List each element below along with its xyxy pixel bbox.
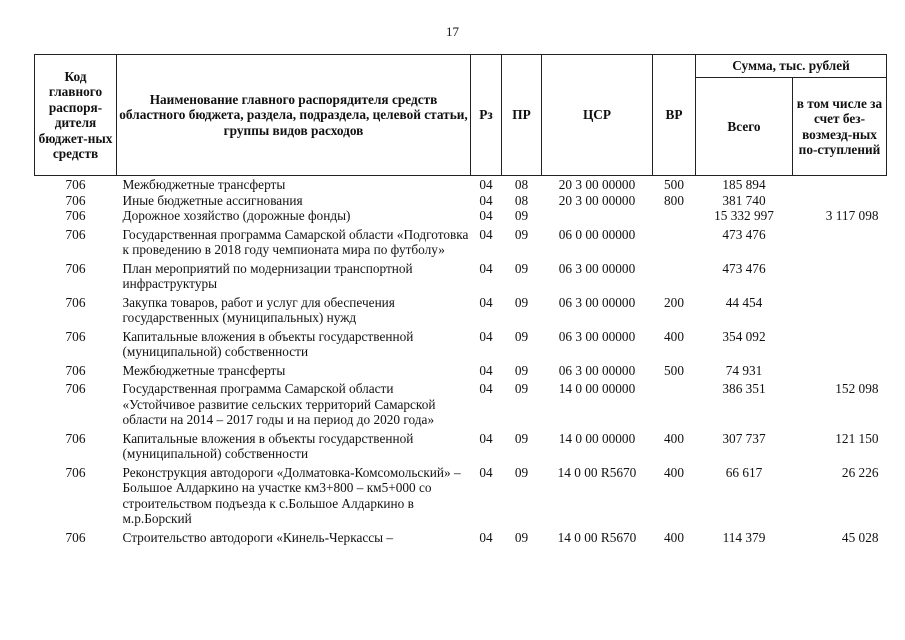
row-name: План мероприятий по модернизации транспортной инфраструктуры [122, 260, 413, 291]
row-name: Иные бюджетные ассигнования [122, 192, 303, 208]
table-row [35, 326, 887, 360]
header-total: Всего [696, 78, 793, 176]
header-csr: ЦСР [542, 55, 653, 176]
table-row [35, 292, 887, 326]
row-total: 15 332 997 [714, 208, 774, 223]
header-rz: Рз [471, 55, 502, 176]
row-name: Межбюджетные трансферты [122, 362, 286, 378]
row-csr: 06 3 00 00000 [558, 294, 636, 310]
row-csr: 14 0 00 R5670 [557, 464, 637, 480]
row-name: Государственная программа Самарской области «Устойчивое развитие сельских территорий Самарской области на 2014 – 2017 годы и на период до 2020 года» [122, 381, 436, 427]
row-incl [793, 176, 887, 193]
row-rz: 04 [479, 192, 493, 208]
row-total: 307 737 [722, 430, 766, 446]
table-row [35, 224, 887, 258]
row-code: 706 [65, 381, 86, 396]
row-total: 386 351 [722, 381, 766, 396]
row-rz: 04 [479, 260, 493, 276]
row-rz: 04 [479, 328, 493, 344]
row-vr: 400 [664, 430, 684, 446]
row-vr [653, 378, 696, 428]
row-csr: 20 3 00 00000 [558, 192, 636, 208]
row-pr: 09 [514, 226, 529, 242]
row-pr: 09 [514, 260, 529, 276]
row-csr: 14 0 00 00000 [558, 430, 636, 446]
row-total: 354 092 [722, 328, 766, 344]
row-csr: 06 3 00 00000 [558, 362, 636, 378]
header-code: Код главного распоря-дителя бюджет-ных средств [35, 55, 117, 176]
row-vr: 200 [664, 294, 684, 310]
row-incl [793, 258, 887, 292]
row-total: 185 894 [722, 177, 766, 192]
table-row [35, 428, 887, 462]
row-csr: 14 0 00 R5670 [557, 529, 637, 545]
table-row [35, 258, 887, 292]
row-code: 706 [65, 529, 86, 545]
row-code: 706 [65, 226, 86, 242]
header-sum: Сумма, тыс. рублей [696, 55, 887, 78]
row-total: 473 476 [722, 226, 766, 242]
row-total: 66 617 [725, 464, 763, 480]
row-pr: 08 [514, 177, 529, 192]
table-row [35, 193, 887, 209]
row-name: Дорожное хозяйство (дорожные фонды) [122, 208, 351, 223]
page-number: 17 [446, 24, 459, 39]
row-pr: 09 [514, 328, 529, 344]
row-incl: 152 098 [835, 381, 879, 396]
row-rz: 04 [479, 208, 493, 223]
row-pr: 09 [514, 430, 529, 446]
header-name: Наименование главного распорядителя средств областного бюджета, раздела, подраздела, целевой статьи, группы видов расходов [117, 55, 471, 176]
table-row [35, 208, 887, 224]
row-pr: 09 [514, 464, 529, 480]
row-csr [542, 208, 653, 224]
row-code: 706 [65, 362, 86, 378]
row-csr: 06 3 00 00000 [558, 260, 636, 276]
row-code: 706 [65, 464, 86, 480]
row-code: 706 [65, 294, 86, 310]
row-rz: 04 [479, 529, 493, 545]
row-vr [653, 224, 696, 258]
table-row [35, 378, 887, 428]
row-incl [793, 193, 887, 209]
row-code: 706 [65, 328, 86, 344]
row-code: 706 [65, 177, 86, 192]
row-pr: 09 [514, 208, 529, 223]
row-rz: 04 [479, 294, 493, 310]
row-rz: 04 [479, 226, 493, 242]
row-pr: 09 [514, 529, 529, 545]
row-vr [653, 258, 696, 292]
row-pr: 08 [514, 192, 529, 208]
row-code: 706 [65, 208, 86, 223]
row-total: 473 476 [722, 260, 766, 276]
header-vr: ВР [653, 55, 696, 176]
row-vr: 400 [664, 328, 684, 344]
row-incl: 26 226 [841, 464, 879, 480]
row-total: 381 740 [722, 192, 766, 208]
header-pr: ПР [502, 55, 542, 176]
row-incl [793, 326, 887, 360]
row-total: 74 931 [725, 362, 763, 378]
row-vr [653, 208, 696, 224]
table-body [35, 176, 887, 546]
table-row [35, 176, 887, 193]
row-name: Реконструкция автодороги «Долматовка-Комсомольский» – Большое Алдаркино на участке км3+800 – км5+000 со строительством подъезда к с.Большое Алдаркино в м.р.Борский [122, 464, 461, 526]
row-name: Закупка товаров, работ и услуг для обеспечения государственных (муниципальных) нужд [122, 294, 395, 325]
row-name: Государственная программа Самарской области «Подготовка к проведению в 2018 году чемпионата мира по футболу» [122, 226, 469, 257]
row-incl [793, 292, 887, 326]
row-total: 114 379 [722, 529, 766, 545]
table-row [35, 527, 887, 546]
table-row [35, 462, 887, 527]
row-vr: 400 [664, 464, 684, 480]
row-csr: 14 0 00 00000 [558, 381, 636, 396]
row-vr: 500 [664, 177, 684, 192]
table-row [35, 360, 887, 379]
row-incl [793, 224, 887, 258]
row-name: Строительство автодороги «Кинель-Черкассы – [122, 529, 394, 545]
table-header [35, 55, 887, 176]
row-csr: 20 3 00 00000 [558, 177, 636, 192]
row-name: Межбюджетные трансферты [122, 177, 286, 192]
row-incl [793, 360, 887, 379]
row-rz: 04 [479, 381, 493, 396]
row-pr: 09 [514, 362, 529, 378]
row-code: 706 [65, 260, 86, 276]
row-pr: 09 [514, 381, 529, 396]
row-code: 706 [65, 430, 86, 446]
row-vr: 500 [664, 362, 684, 378]
row-vr: 800 [664, 192, 684, 208]
row-csr: 06 0 00 00000 [558, 226, 636, 242]
row-rz: 04 [479, 362, 493, 378]
header-incl: в том числе за счет без-возмезд-ных по-ступлений [793, 78, 887, 176]
budget-table [34, 54, 887, 545]
row-total: 44 454 [725, 294, 763, 310]
row-vr: 400 [664, 529, 684, 545]
row-rz: 04 [479, 464, 493, 480]
row-csr: 06 3 00 00000 [558, 328, 636, 344]
row-name: Капитальные вложения в объекты государственной (муниципальной) собственности [122, 328, 414, 359]
row-incl: 45 028 [841, 529, 879, 545]
row-code: 706 [65, 192, 86, 208]
row-rz: 04 [479, 177, 493, 192]
row-incl: 3 117 098 [825, 208, 879, 223]
row-name: Капитальные вложения в объекты государственной (муниципальной) собственности [122, 430, 414, 461]
row-pr: 09 [514, 294, 529, 310]
row-rz: 04 [479, 430, 493, 446]
row-incl: 121 150 [835, 430, 879, 446]
